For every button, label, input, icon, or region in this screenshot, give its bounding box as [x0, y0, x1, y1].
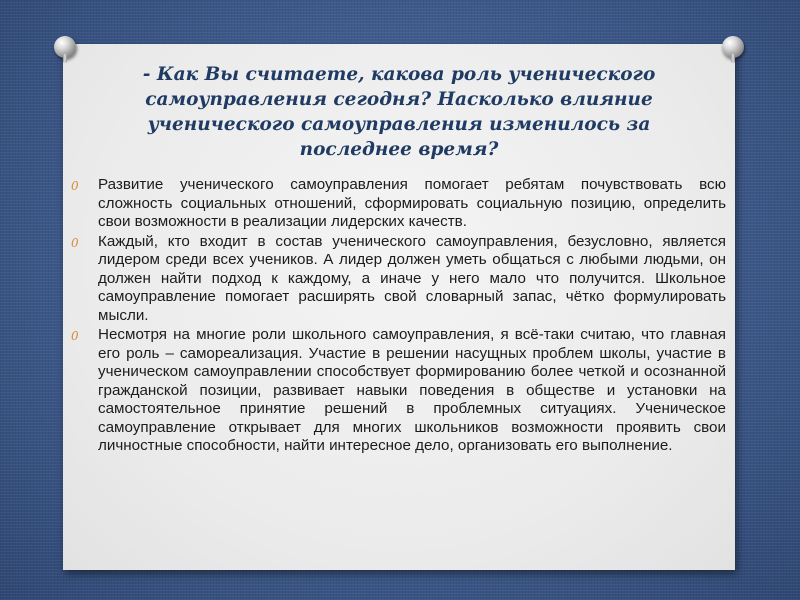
- slide-paper: [63, 44, 735, 570]
- bullet-marker-icon: 0: [71, 179, 79, 193]
- pushpin-left-icon: [54, 36, 76, 58]
- bullet-item: [71, 176, 726, 232]
- bullet-marker-icon: 0: [71, 329, 79, 343]
- bullet-text: Несмотря на многие роли школьного самоуправления, я всё-таки считаю, что главная его роль – самореализация. Участие в решении насущных проблем школы, участие в ученическом самоуправлении способствует формированию более четкой и осознанной гражданской позиции, развивает навыки поведения в обществе и установки на самостоятельное принятие решений в проблемных ситуациях. Ученическое самоуправление открывает для многих школьников возможности проявить свои личностные способности, найти интересное дело, организовать его выполнение.: [98, 326, 726, 454]
- bullet-item: [71, 326, 726, 456]
- slide-title: - Как Вы считаете, какова роль ученического самоуправления сегодня? Насколько влияние ученического самоуправления изменилось за последнее время?: [142, 64, 656, 160]
- pushpin-right-icon: [722, 36, 744, 58]
- bullet-marker-icon: 0: [71, 235, 79, 250]
- bullet-text: Развитие ученического самоуправления помогает ребятам почувствовать всю сложность социальных отношений, сформировать социальную позицию, определить свои возможности в реализации лидерских качеств.: [98, 176, 726, 230]
- bullet-item: [71, 233, 726, 326]
- bullet-list: [71, 176, 726, 457]
- bullet-text: Каждый, кто входит в состав ученического самоуправления, безусловно, является лидером среди всех учеников. А лидер должен уметь общаться с любыми людьми, он должен найти подход к каждому, а иначе у него мало что получится. Школьное самоуправление помогает расширять свой словарный запас, чётко формулировать мысли.: [98, 232, 726, 324]
